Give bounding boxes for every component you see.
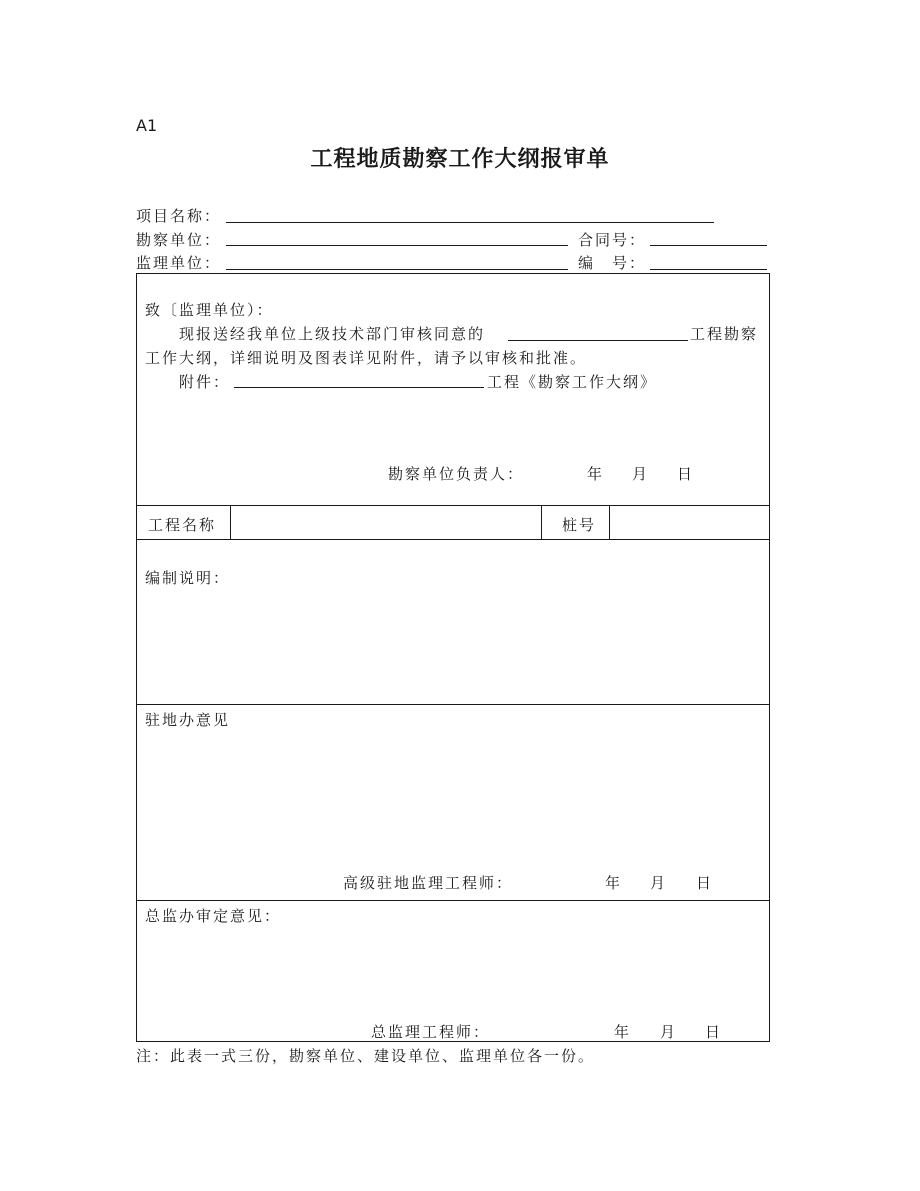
form-code: A1 — [136, 116, 158, 135]
divider-submission — [136, 505, 770, 506]
resident-office-label: 驻地办意见 — [145, 711, 231, 729]
supervision-unit-field[interactable] — [226, 269, 568, 270]
project-name-label: 项目名称： — [136, 207, 222, 225]
info-row-divider-1 — [230, 505, 231, 539]
info-stake-no-label: 桩号 — [562, 516, 597, 534]
divider-compile-notes — [136, 704, 770, 705]
info-row-divider-2 — [541, 505, 542, 539]
survey-date-month: 月 — [632, 465, 650, 483]
chief-office-label: 总监办审定意见： — [145, 907, 282, 925]
submission-body-line1-suffix: 工程勘察 — [690, 325, 759, 343]
attachment-label: 附件： — [179, 373, 231, 391]
submission-body-line1-prefix: 现报送经我单位上级技术部门审核同意的 — [179, 325, 486, 343]
contract-no-label: 合同号： — [578, 231, 647, 249]
compile-notes-label: 编制说明： — [145, 569, 231, 587]
submission-body-line2: 工作大纲，详细说明及图表详见附件，请予以审核和批准。 — [145, 349, 588, 367]
chief-date-month: 月 — [660, 1023, 678, 1041]
addressee-label: 致〔监理单位）： — [145, 301, 274, 319]
survey-date-year: 年 — [587, 465, 605, 483]
attachment-field[interactable] — [234, 387, 484, 388]
supervision-unit-label: 监理单位： — [136, 254, 222, 272]
survey-signer-label: 勘察单位负责人： — [388, 465, 525, 483]
chief-signer-label: 总监理工程师： — [371, 1023, 491, 1041]
project-name-field[interactable] — [226, 222, 714, 223]
serial-no-label: 编 号： — [578, 254, 647, 272]
serial-no-field[interactable] — [650, 269, 767, 270]
resident-date-year: 年 — [605, 874, 623, 892]
survey-unit-label: 勘察单位： — [136, 231, 222, 249]
chief-date-year: 年 — [614, 1023, 632, 1041]
chief-date-day: 日 — [705, 1023, 723, 1041]
submitted-project-field[interactable] — [508, 340, 688, 341]
info-project-name-label: 工程名称 — [148, 516, 217, 534]
divider-info-row — [136, 539, 770, 540]
resident-date-month: 月 — [650, 874, 668, 892]
form-table — [136, 273, 770, 1042]
contract-no-field[interactable] — [650, 245, 767, 246]
info-stake-no-cell[interactable] — [611, 507, 768, 537]
survey-date-day: 日 — [677, 465, 695, 483]
page-title: 工程地质勘察工作大纲报审单 — [310, 147, 610, 172]
divider-resident-office — [136, 900, 770, 901]
info-project-name-cell[interactable] — [232, 507, 539, 537]
resident-signer-label: 高级驻地监理工程师： — [343, 874, 514, 892]
survey-unit-field[interactable] — [226, 245, 568, 246]
resident-date-day: 日 — [696, 874, 714, 892]
info-row-divider-3 — [609, 505, 610, 539]
footnote: 注：此表一式三份，勘察单位、建设单位、监理单位各一份。 — [136, 1047, 596, 1065]
attachment-suffix: 工程《勘察工作大纲》 — [487, 373, 658, 391]
